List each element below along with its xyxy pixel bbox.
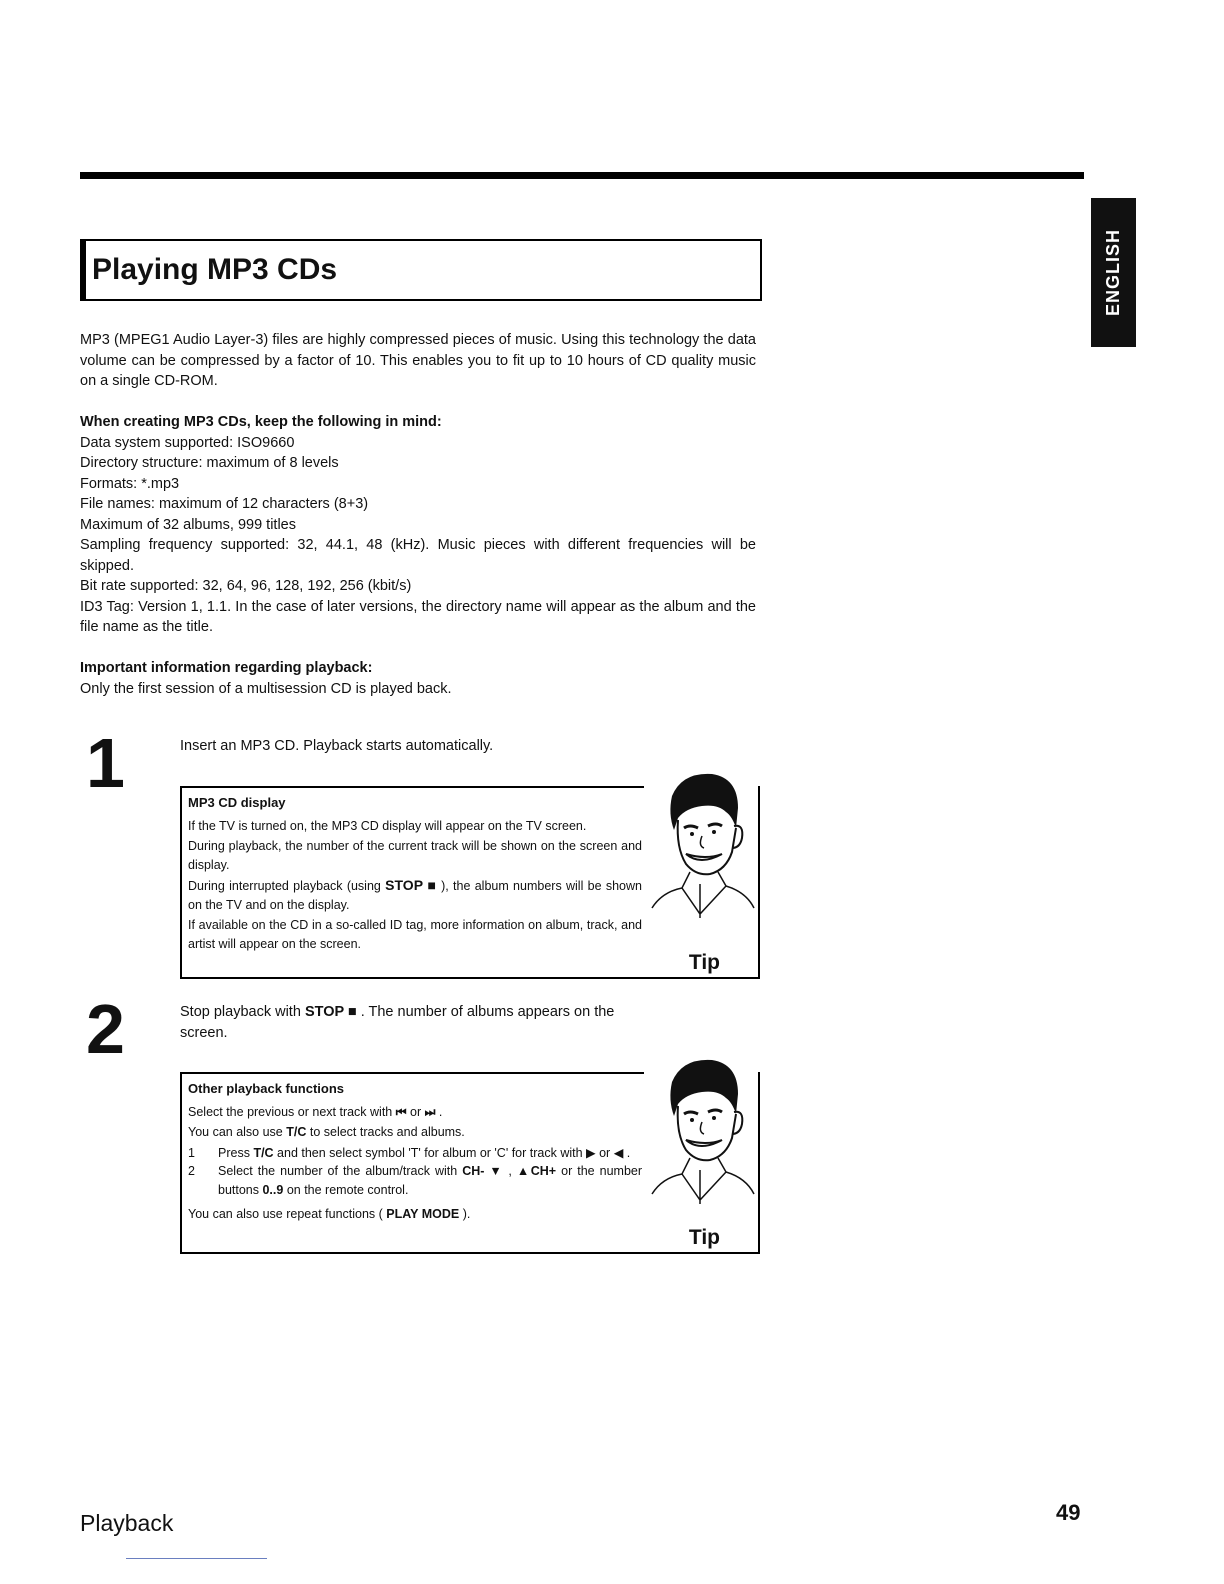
playback-info-heading: Important information regarding playback: — [80, 660, 373, 676]
requirement-line: Data system supported: ISO9660 — [80, 434, 295, 451]
next-track-icon: ⏭ — [424, 1104, 436, 1119]
cartoon-man-icon — [642, 1054, 758, 1204]
tip-list-item: 1 Press T/C and then select symbol 'T' for album or 'C' for track with ▶ or ◀ . — [188, 1145, 631, 1160]
page-number: 49 — [1056, 1500, 1081, 1525]
tip-heading: Other playback functions — [188, 1081, 345, 1096]
tip-paragraph: You can also use repeat functions ( PLAY MODE ). — [188, 1207, 471, 1221]
footer-underline — [126, 1558, 267, 1559]
tip-heading: MP3 CD display — [188, 795, 286, 810]
tip-paragraph: If the TV is turned on, the MP3 CD display will appear on the TV screen. — [188, 818, 587, 833]
tip-paragraph: During interrupted playback (using STOP ■ ), the album numbers will be shown on the TV and on the display. — [188, 877, 642, 912]
page-title: Playing MP3 CDs — [92, 253, 338, 286]
language-tab-label: ENGLISH — [1103, 228, 1124, 317]
requirement-line: File names: maximum of 12 characters (8+3) — [80, 496, 369, 512]
requirements-section — [80, 412, 756, 638]
step-2-text: Stop playback with STOP ■ . The number of albums appears on the screen. — [180, 1004, 615, 1041]
tip-paragraph: You can also use T/C to select tracks and albums. — [188, 1125, 465, 1139]
tip-label: Tip — [688, 951, 720, 974]
step-1-text: Insert an MP3 CD. Playback starts automatically. — [180, 738, 494, 754]
tip-list-item: 2 Select the number of the album/track with CH- ▼ , ▲CH+ or the number buttons 0..9 on the remote control. — [188, 1164, 643, 1197]
playback-info-text: Only the first session of a multisession CD is played back. — [80, 680, 452, 697]
step-number-1: 1 — [86, 724, 125, 802]
requirement-line: ID3 Tag: Version 1, 1.1. In the case of later versions, the directory name will appear as the album and the file name as the title. — [80, 598, 756, 635]
tip-label: Tip — [688, 1226, 720, 1249]
tip-paragraph: If available on the CD in a so-called ID tag, more information on album, track, and artist will appear on the screen. — [188, 918, 642, 951]
footer-section-name: Playback — [80, 1510, 174, 1536]
requirement-line: Bit rate supported: 32, 64, 96, 128, 192, 256 (kbit/s) — [80, 578, 412, 594]
requirement-line: Formats: *.mp3 — [80, 475, 180, 492]
requirement-line: Directory structure: maximum of 8 levels — [80, 455, 339, 471]
tip-paragraph: Select the previous or next track with ⏮ or ⏭ . — [188, 1104, 443, 1119]
intro-paragraph: MP3 (MPEG1 Audio Layer-3) files are highly compressed pieces of music. Using this technology the data volume can be compressed by a factor of 10. This enables you to fit up to 10 hours of CD quality music on a single CD-ROM. — [80, 332, 756, 389]
tip-box-other-functions — [180, 1072, 760, 1254]
title-box — [80, 239, 762, 301]
language-tab — [1091, 198, 1136, 347]
requirements-heading: When creating MP3 CDs, keep the following in mind: — [80, 414, 442, 430]
tip-box-mp3-display — [180, 786, 760, 979]
step-number-2: 2 — [86, 990, 125, 1068]
requirement-line: Maximum of 32 albums, 999 titles — [80, 516, 296, 533]
tip-paragraph: During playback, the number of the current track will be shown on the screen and display. — [188, 839, 642, 872]
top-rule — [80, 172, 1084, 179]
previous-track-icon: ⏮ — [395, 1104, 407, 1119]
cartoon-man-icon — [642, 768, 758, 918]
playback-info-section — [80, 658, 756, 699]
requirement-line: Sampling frequency supported: 32, 44.1, 48 (kHz). Music pieces with different frequencies will be skipped. — [80, 537, 756, 574]
